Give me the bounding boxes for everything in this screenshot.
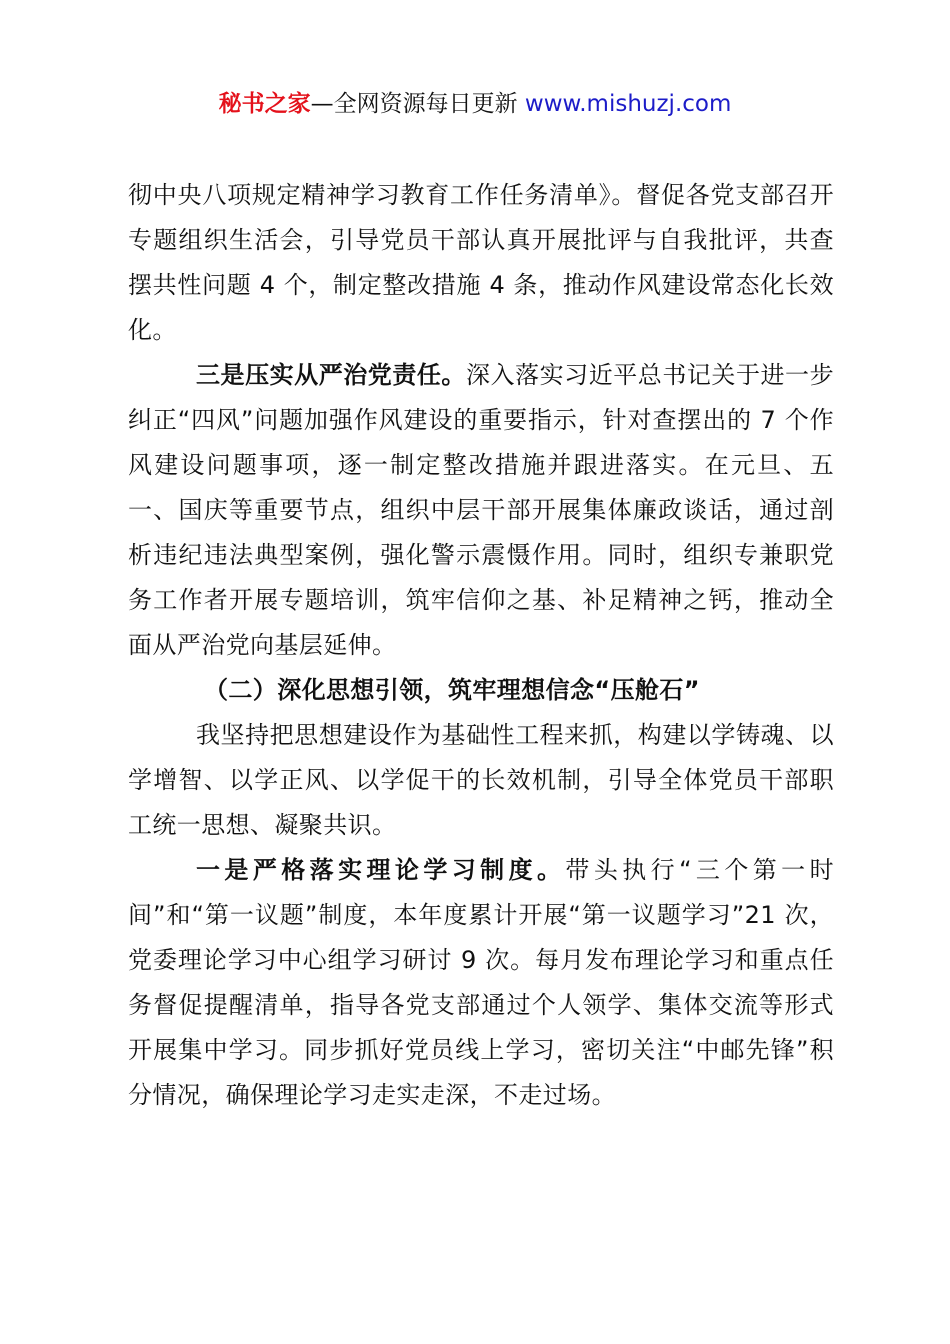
site-brand: 秘书之家 [218, 91, 311, 117]
paragraph-text: 带头执行“三个第一时间”和“第一议题”制度，本年度累计开展“第一议题学习”21 次，党委理论学习中心组学习研讨 9 次。每月发布理论学习和重点任务督促提醒清单，指导各党支部通过个人领学、集体交流等形式开展集中学习。同步抓好党员线上学习，密切关注“中邮先锋”积分情况，确保理论学习走实走深，不走过场。 [128, 856, 835, 1109]
site-header [0, 86, 950, 122]
paragraph-intro: 我坚持把思想建设作为基础性工程来抓，构建以学铸魂、以学增智、以学正风、以学促干的长效机制，引导全体党员干部职工统一思想、凝聚共识。 [128, 721, 834, 839]
paragraph-text: 深入落实习近平总书记关于进一步纠正“四风”问题加强作风建设的重要指示，针对查摆出的 7 个作风建设问题事项，逐一制定整改措施并跟进落实。在元旦、五一、国庆等重要节点，组织中层干部开展集体廉政谈话，通过剖析违纪违法典型案例，强化警示震慑作用。同时，组织专兼职党务工作者开展专题培训，筑牢信仰之基、补足精神之钙，推动全面从严治党向基层延伸。 [128, 361, 834, 659]
paragraph-continued: 彻中央八项规定精神学习教育工作任务清单》。督促各党支部召开专题组织生活会，引导党员干部认真开展批评与自我批评，共查摆共性问题 4 个，制定整改措施 4 条，推动作风建设常态化长效化。 [128, 181, 834, 344]
section-heading: （二）深化思想引领，筑牢理想信念“压舱石” [204, 676, 700, 704]
site-url-link[interactable]: www.mishuzj.com [524, 91, 732, 117]
paragraph-point-one [128, 848, 834, 1118]
site-tagline: —全网资源每日更新 [310, 91, 525, 117]
paragraph-lead: 三是压实从严治党责任。 [196, 361, 466, 389]
paragraph-lead: 一是严格落实理论学习制度。 [196, 856, 566, 884]
paragraph-point-three [128, 353, 834, 668]
document-body [128, 173, 834, 1118]
